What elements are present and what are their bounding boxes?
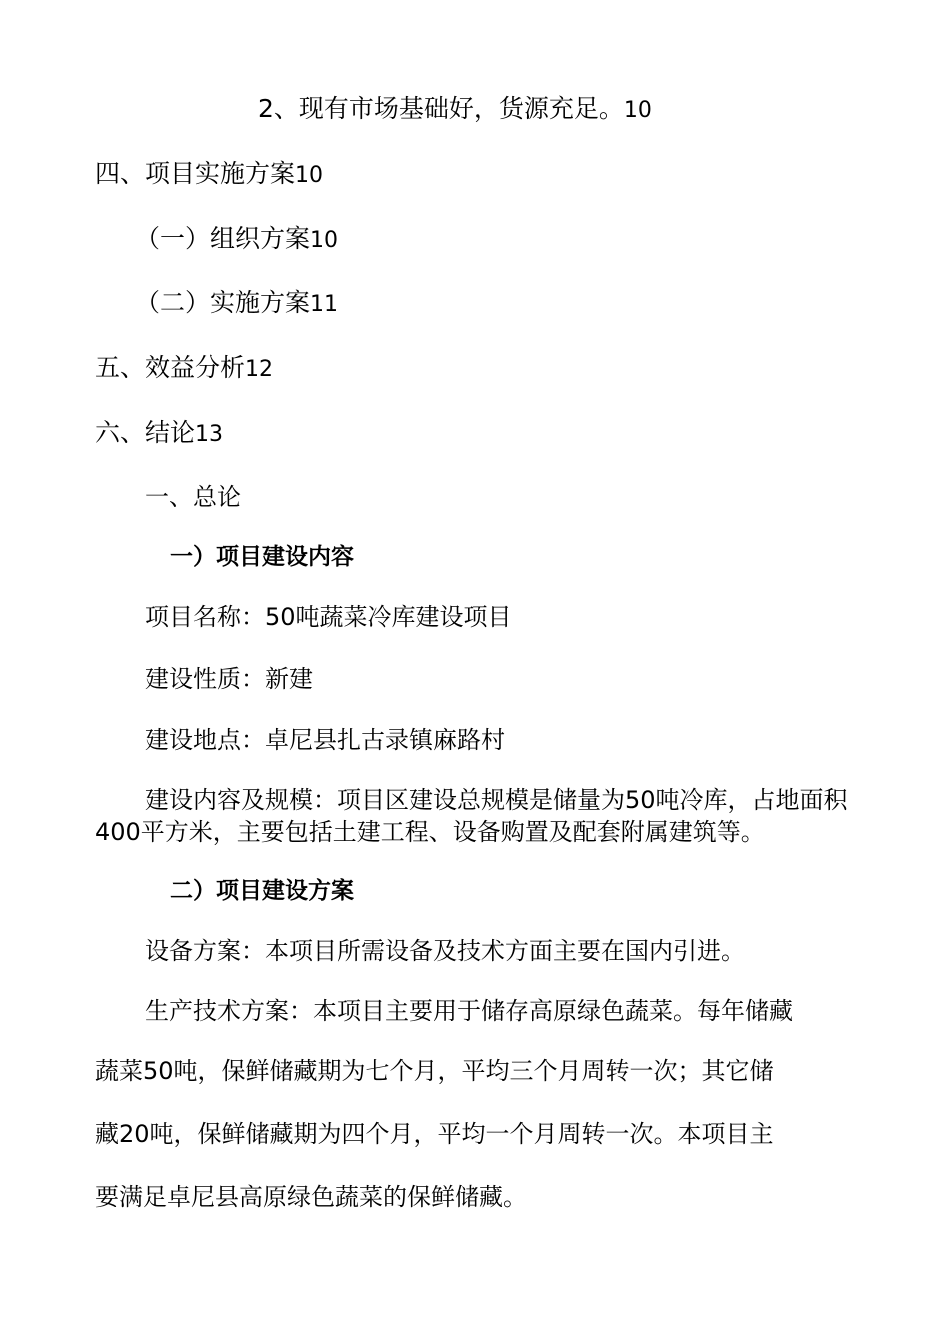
toc-entry xyxy=(95,420,223,446)
project-name-paragraph: 项目名称：50吨蔬菜冷库建设项目 xyxy=(145,603,512,631)
subsection-title: 二）项目建设方案 xyxy=(170,878,354,904)
toc-page-number: 12 xyxy=(245,357,274,382)
toc-entry xyxy=(135,226,338,252)
toc-title: 四、项目实施方案 xyxy=(95,159,296,188)
toc-page-number: 10 xyxy=(623,98,652,123)
location-paragraph: 建设地点：卓尼县扎古录镇麻路村 xyxy=(145,726,505,754)
tech-paragraph-line: 蔬菜50吨，保鲜储藏期为七个月，平均三个月周转一次；其它储 xyxy=(95,1057,774,1085)
equipment-paragraph: 设备方案：本项目所需设备及技术方面主要在国内引进。 xyxy=(145,937,745,965)
nature-paragraph: 建设性质：新建 xyxy=(145,665,313,693)
toc-title: 五、效益分析 xyxy=(95,353,246,382)
toc-page-number: 13 xyxy=(195,422,224,447)
toc-entry xyxy=(135,290,338,316)
scope-paragraph: 建设内容及规模：项目区建设总规模是储量为50吨冷库，占地面积400平方米，主要包括土建工程、设备购置及配套附属建筑等。 xyxy=(95,786,848,846)
tech-paragraph-line: 生产技术方案：本项目主要用于储存高原绿色蔬菜。每年储藏 xyxy=(145,997,793,1025)
toc-title: （一）组织方案 xyxy=(135,224,311,253)
toc-title: （二）实施方案 xyxy=(135,288,311,317)
toc-page-number: 10 xyxy=(295,163,324,188)
tech-paragraph-line: 要满足卓尼县高原绿色蔬菜的保鲜储藏。 xyxy=(95,1183,527,1211)
toc-title: 2、现有市场基础好，货源充足。 xyxy=(258,94,624,123)
subsection-title: 一）项目建设内容 xyxy=(170,544,354,570)
tech-paragraph-line: 藏20吨，保鲜储藏期为四个月，平均一个月周转一次。本项目主 xyxy=(95,1120,774,1148)
toc-title: 六、结论 xyxy=(95,418,196,447)
toc-entry xyxy=(95,161,323,187)
section-title: 一、总论 xyxy=(145,483,241,511)
toc-page-number: 10 xyxy=(310,228,339,253)
toc-page-number: 11 xyxy=(310,292,339,317)
toc-entry xyxy=(258,96,652,122)
toc-entry xyxy=(95,355,273,381)
